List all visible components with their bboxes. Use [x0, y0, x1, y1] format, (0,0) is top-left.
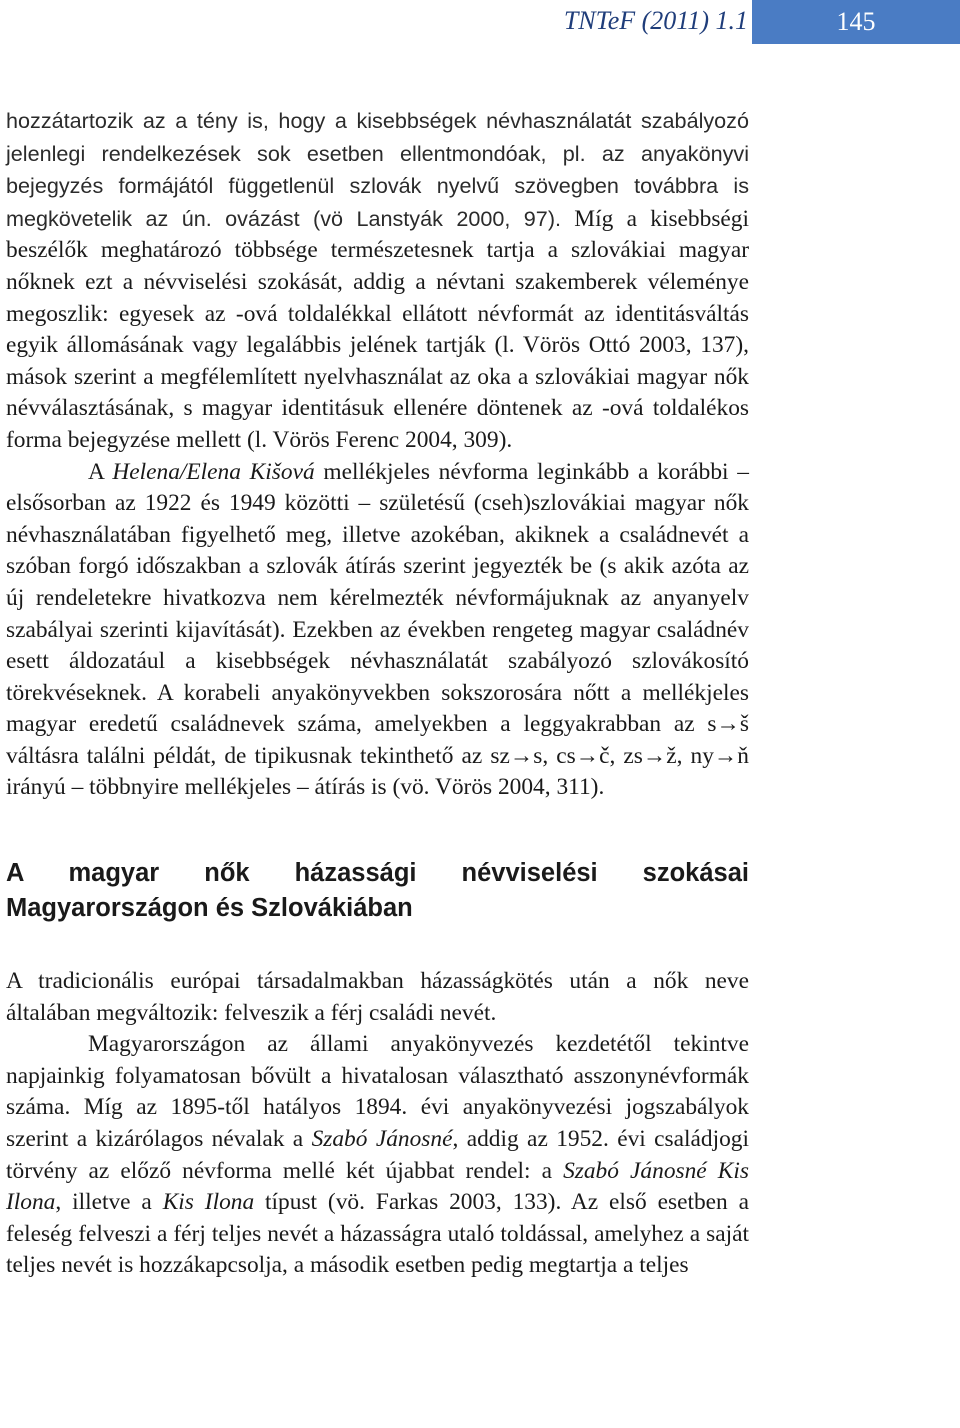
- paragraph-4-part-d: típust (vö. Farkas 2003, 133). Az első esetben a feleség felveszi a férj teljes nevét a házasságra utaló toldással, amelyhez a saját teljes nevét is hozzákapcsolja, a második esetben pedig megtartja a teljes: [6, 1189, 749, 1279]
- paragraph-1-part-c: Vörös Ottó 2003, 137), mások szerint a megfélemlített nyelvhasználat az oka a szlovákiai magyar nők névválasztásának, s magyar identitásuk ellenére döntenek az -ová toldalékos forma bejegyzése mellett (l. Vörös Ferenc 2004, 309).: [6, 332, 749, 453]
- paragraph-4-name-3: Kis Ilona: [162, 1189, 255, 1216]
- paragraph-4-part-b: , addig az 1952. évi családjogi törvény az előző névforma mellé két újabbat rendel: a: [6, 1126, 749, 1184]
- page-body: [6, 105, 749, 1282]
- page-number: 145: [836, 7, 876, 36]
- paragraph-3: A tradicionális európai társadalmakban házasságkötés után a nők neve általában megváltozik: felveszik a férj családi nevét.: [6, 968, 749, 1026]
- paragraph-2-name-example: Helena/Elena Kišová: [112, 458, 315, 485]
- paragraph-4-name-2: Szabó Jánosné Kis Ilona: [6, 1157, 749, 1216]
- page-number-box: [752, 0, 960, 44]
- paragraph-4-name-1: Szabó Jánosné: [311, 1126, 453, 1153]
- paragraph-4-part-c: , illetve a: [55, 1189, 163, 1216]
- paragraph-1-part-b: Míg a kisebbségi beszélők meghatározó többsége természetesnek tartja a szlovákiai magyar nőknek ezt a névviselési szokását, addig a névtani szakemberek véleménye megoszlik: egyesek az -ová toldalékkal ellátott névformát az identitásváltás egyik állomásának vagy legalábbis jelének tartják (l.: [6, 205, 749, 359]
- paragraph-2-part-b: mellékjeles névforma leginkább a korábbi – elsősorban az 1922 és 1949 közötti – születésű (cseh)szlovákiai magyar nők névhasználatában figyelhető meg, illetve azokéban, akiknek a családnevét a szóban forgó időszakban a szlovák átírás szerint jegyezték be (s akik azóta az új rendeletekre hivatkozva nem kérelmezték névformájuknak az anyanyelv szabályai szerinti kijavítását). Ezekben az években rengeteg magyar családnév esett áldozatául a kisebbségek névhasználatát szabályozó szlovákosító törekvéseknek. A korabeli anyakönyvekben sokszorosára nőtt a mellékjeles magyar eredetű családnevek száma, amelyekben a leggyakrabban az s→š váltásra találni példát, de tipikusnak tekinthető az sz→s, cs→č, zs→ž, ny→ň irányú – többnyire mellékjeles – átírás is (vö. Vörös 2004, 311).: [6, 458, 749, 801]
- heading-gap: [6, 926, 749, 966]
- paragraph-1-part-a: hozzátartozik az a tény is, hogy a kisebbségek névhasználatát szabályozó jelenlegi rendelkezések sok esetben ellentmondóak, pl. az anyakönyvi bejegyzés formájától függetlenül szlovák nyelvű szövegben továbbra is megkövetelik az ún. ovázást (vö Lanstyák 2000, 97).: [6, 108, 749, 231]
- journal-title: TNTeF (2011) 1.1: [563, 6, 748, 35]
- paragraph-4-part-a: Magyarországon az állami anyakönyvezés kezdetétől tekintve napjainkig folyamatosan bővült a hivatalosan választható asszonynévformák száma. Míg az 1895-től hatályos 1894. évi anyakönyvezési jogszabályok szerint a kizárólagos névalak a: [6, 1031, 749, 1153]
- paragraph-2-part-a: A: [88, 458, 113, 485]
- paragraph-1: [6, 105, 749, 457]
- paragraph-2: [6, 457, 749, 805]
- section-gap: [6, 804, 749, 856]
- section-heading: A magyar nők házassági névviselési szokásai Magyarországon és Szlovákiában: [6, 859, 749, 923]
- paragraph-4: [6, 1029, 749, 1282]
- page-header: [0, 0, 960, 44]
